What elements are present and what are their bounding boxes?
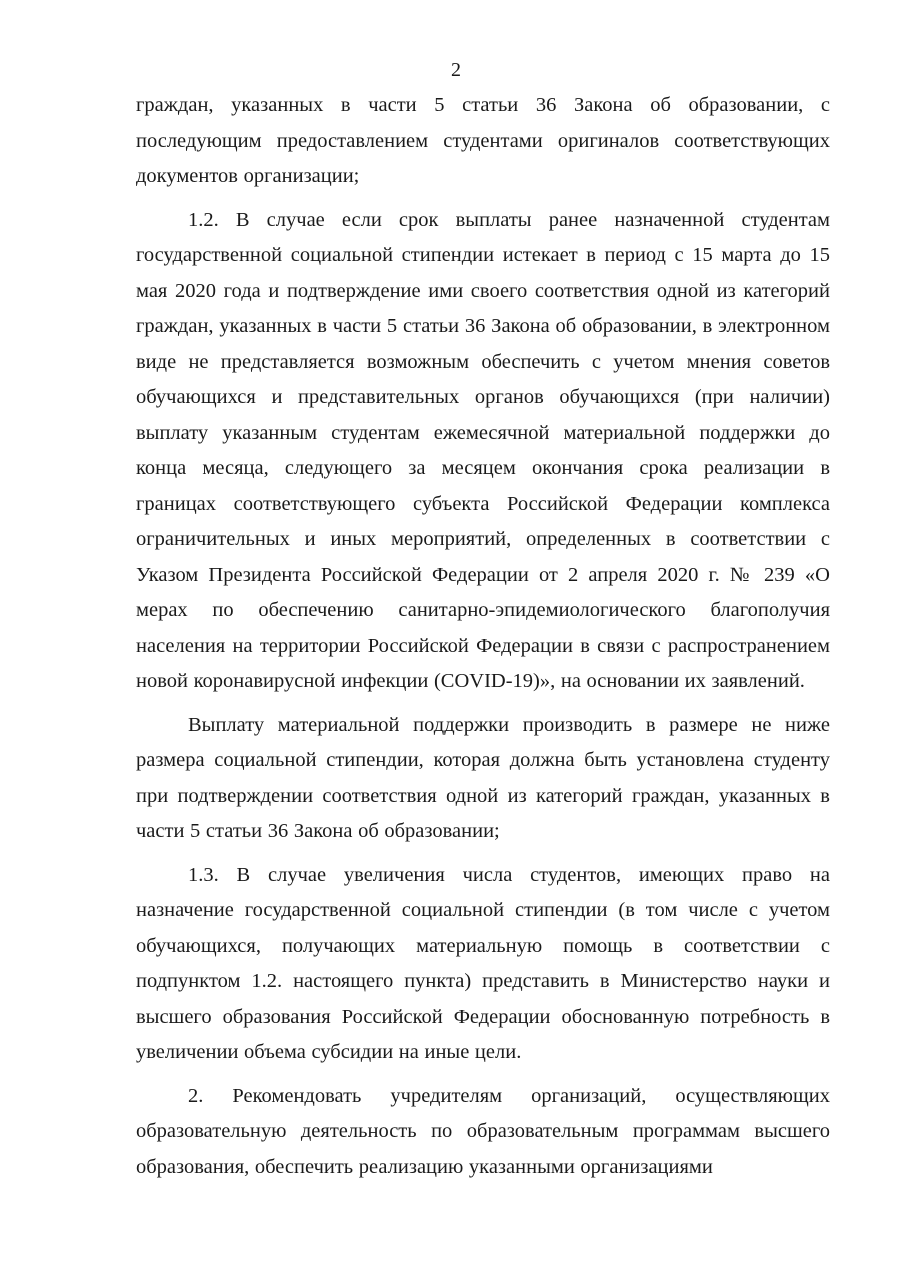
document-body [136, 88, 830, 1185]
paragraph-material-support: Выплату материальной поддержки производить в размере не ниже размера социальной стипендии, которая должна быть установлена студенту при подтверждении соответствия одной из категорий граждан, указанных в части 5 статьи 36 Закона об образовании; [136, 713, 830, 842]
paragraph-2: 2. Рекомендовать учредителям организаций, осуществляющих образовательную деятельность по образовательным программам высшего образования, обеспечить реализацию указанными организациями [136, 1084, 830, 1178]
paragraph-1-2: 1.2. В случае если срок выплаты ранее назначенной студентам государственной социальной стипендии истекает в период с 15 марта до 15 мая 2020 года и подтверждение ими своего соответствия одной из категорий граждан, указанных в части 5 статьи 36 Закона об образовании, в электронном виде не представляется возможным обеспечить с учетом мнения советов обучающихся и представительных органов обучающихся (при наличии) выплату указанным студентам ежемесячной материальной поддержки до конца месяца, следующего за месяцем окончания срока реализации в границах соответствующего субъекта Российской Федерации комплекса ограничительных и иных мероприятий, определенных в соответствии с Указом Президента Российской Федерации от 2 апреля 2020 г. № 239 «О мерах по обеспечению санитарно-эпидемиологического благополучия населения на территории Российской Федерации в связи с распространением новой коронавирусной инфекции (COVID-19)», на основании их заявлений. [136, 208, 830, 692]
page-number: 2 [451, 59, 461, 81]
paragraph-1-3: 1.3. В случае увеличения числа студентов, имеющих право на назначение государственной социальной стипендии (в том числе с учетом обучающихся, получающих материальную помощь в соответствии с подпунктом 1.2. настоящего пункта) представить в Министерство науки и высшего образования Российской Федерации обоснованную потребность в увеличении объема субсидии на иные цели. [136, 863, 830, 1063]
paragraph-continuation: граждан, указанных в части 5 статьи 36 Закона об образовании, с последующим предоставлением студентами оригиналов соответствующих документов организации; [136, 94, 830, 187]
